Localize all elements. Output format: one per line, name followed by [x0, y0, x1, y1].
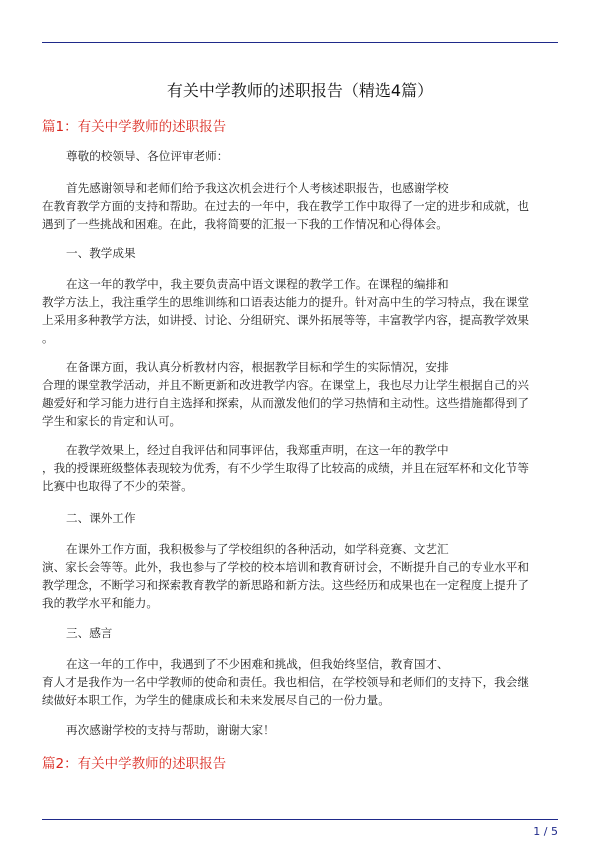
paragraph-line: 在课外工作方面，我积极参与了学校组织的各种活动，如学科竞赛、文艺汇 [66, 542, 449, 556]
header-rule [42, 42, 558, 43]
paragraph-line: 演、家长会等等。此外，我也参与了学校的校本培训和教育研讨会，不断提升自己的专业水平和 [42, 560, 529, 574]
paragraph-line: 遇到了一些挑战和困难。在此，我将简要的汇报一下我的工作情况和心得体会。 [42, 217, 448, 231]
subheading-reflections: 三、感言 [66, 626, 113, 640]
document-title: 有关中学教师的述职报告（精选4篇） [166, 81, 434, 100]
salutation: 尊敬的校领导、各位评审老师： [66, 149, 229, 163]
paragraph-line: 教学方法上，我注重学生的思维训练和口语表达能力的提升。针对高中生的学习特点，我在课堂 [42, 295, 529, 309]
paragraph-line: 首先感谢领导和老师们给予我这次机会进行个人考核述职报告，也感谢学校 [66, 181, 449, 195]
paragraph-line: 合理的课堂教学活动，并且不断更新和改进教学内容。在课堂上，我也尽力让学生根据自己的兴 [42, 378, 529, 392]
closing-line: 再次感谢学校的支持与帮助，谢谢大家！ [66, 723, 275, 737]
footer-rule [42, 819, 558, 820]
page-indicator: 1 / 5 [533, 825, 558, 838]
subheading-extracurricular: 二、课外工作 [66, 511, 136, 525]
paragraph-line: 在备课方面，我认真分析教材内容，根据教学目标和学生的实际情况，安排 [66, 360, 449, 374]
paragraph-line: 。 [42, 331, 54, 345]
paragraph-line: 比赛中也取得了不少的荣誉。 [42, 479, 193, 493]
section-heading-1: 篇1：有关中学教师的述职报告 [42, 119, 227, 135]
paragraph-line: ，我的授课班级整体表现较为优秀，有不少学生取得了比较高的成绩，并且在冠军杯和文化节等 [42, 461, 529, 475]
paragraph-line: 在教育教学方面的支持和帮助。在过去的一年中，我在教学工作中取得了一定的进步和成就，也 [42, 199, 529, 213]
paragraph-line: 在这一年的教学中，我主要负责高中语文课程的教学工作。在课程的编排和 [66, 277, 449, 291]
paragraph-line: 我的教学水平和能力。 [42, 596, 158, 610]
subheading-teaching-results: 一、教学成果 [66, 246, 136, 260]
paragraph-line: 趣爱好和学习能力进行自主选择和探索，从而激发他们的学习热情和主动性。这些措施都得到了 [42, 396, 529, 410]
paragraph-line: 育人才是我作为一名中学教师的使命和责任。我也相信，在学校领导和老师们的支持下，我会继 [42, 675, 529, 689]
paragraph-line: 学生和家长的肯定和认可。 [42, 414, 182, 428]
paragraph-line: 续做好本职工作，为学生的健康成长和未来发展尽自己的一份力量。 [42, 693, 390, 707]
paragraph-line: 在教学效果上，经过自我评估和同事评估，我郑重声明，在这一年的教学中 [66, 443, 449, 457]
paragraph-line: 在这一年的工作中，我遇到了不少困难和挑战，但我始终坚信，教育国才、 [66, 657, 449, 671]
paragraph-line: 上采用多种教学方法，如讲授、讨论、分组研究、课外拓展等等，丰富教学内容，提高教学效果 [42, 313, 529, 327]
paragraph-line: 教学理念，不断学习和探索教育教学的新思路和新方法。这些经历和成果也在一定程度上提升了 [42, 578, 529, 592]
section-heading-2: 篇2：有关中学教师的述职报告 [42, 756, 227, 772]
